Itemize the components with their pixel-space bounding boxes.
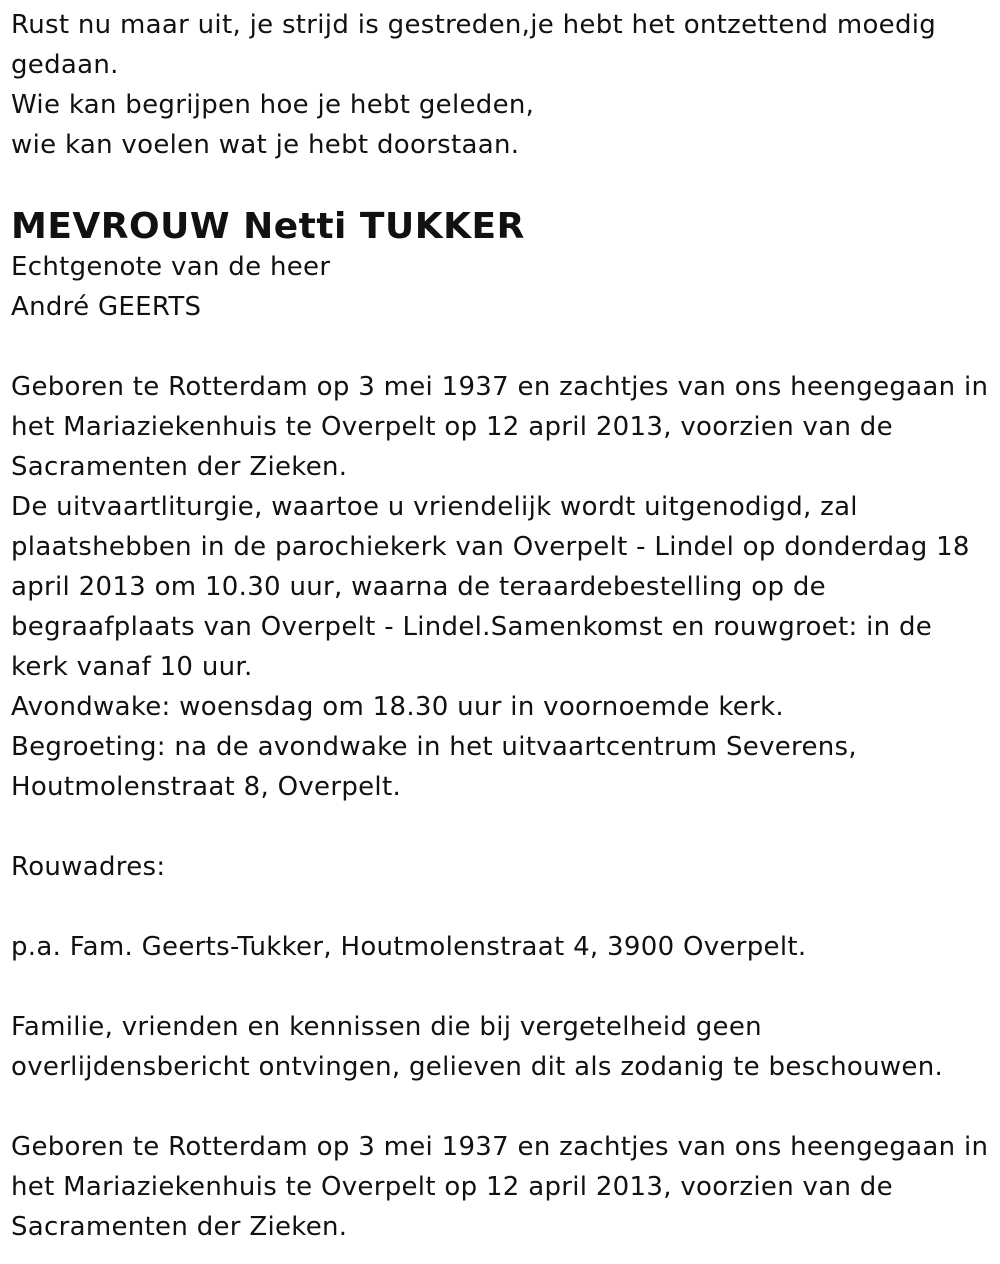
notice-line: overlijdensbericht ontvingen, gelieven dit als zodanig te beschouwen. bbox=[11, 1052, 944, 1082]
announcement-line: april 2013 om 10.30 uur, waarna de teraardebestelling op de bbox=[11, 572, 826, 602]
spacer bbox=[11, 327, 991, 367]
poem-line: gedaan. bbox=[11, 50, 119, 80]
announcement-line: Sacramenten der Zieken. bbox=[11, 452, 348, 482]
spacer bbox=[11, 887, 991, 927]
notice-block bbox=[11, 1007, 991, 1087]
deceased-name: MEVROUW Netti TUKKER bbox=[11, 206, 525, 247]
repeat-line: Sacramenten der Zieken. bbox=[11, 1212, 348, 1242]
notice-line: Familie, vrienden en kennissen die bij vergetelheid geen bbox=[11, 1012, 762, 1042]
poem bbox=[11, 5, 991, 165]
announcement-block bbox=[11, 367, 991, 807]
spacer bbox=[11, 807, 991, 847]
announcement-line: plaatshebben in de parochiekerk van Overpelt - Lindel op donderdag 18 bbox=[11, 532, 970, 562]
spacer bbox=[11, 1087, 991, 1127]
spouse-block bbox=[11, 247, 991, 327]
repeat-block bbox=[11, 1127, 991, 1247]
announcement-line: kerk vanaf 10 uur. bbox=[11, 652, 253, 682]
poem-line: wie kan voelen wat je hebt doorstaan. bbox=[11, 130, 520, 160]
poem-line: Wie kan begrijpen hoe je hebt geleden, bbox=[11, 90, 535, 120]
announcement-line: Begroeting: na de avondwake in het uitvaartcentrum Severens, bbox=[11, 732, 857, 762]
announcement-line: het Mariaziekenhuis te Overpelt op 12 april 2013, voorzien van de bbox=[11, 412, 893, 442]
repeat-line: Geboren te Rotterdam op 3 mei 1937 en zachtjes van ons heengegaan in bbox=[11, 1132, 989, 1162]
announcement-line: begraafplaats van Overpelt - Lindel.Samenkomst en rouwgroet: in de bbox=[11, 612, 933, 642]
spouse-line: André GEERTS bbox=[11, 292, 202, 322]
spouse-line: Echtgenote van de heer bbox=[11, 252, 331, 282]
announcement-line: Avondwake: woensdag om 18.30 uur in voornoemde kerk. bbox=[11, 692, 785, 722]
poem-line: Rust nu maar uit, je strijd is gestreden,je hebt het ontzettend moedig bbox=[11, 10, 937, 40]
announcement-line: De uitvaartliturgie, waartoe u vriendelijk wordt uitgenodigd, zal bbox=[11, 492, 858, 522]
spacer bbox=[11, 967, 991, 1007]
announcement-line: Houtmolenstraat 8, Overpelt. bbox=[11, 772, 402, 802]
announcement-line: Geboren te Rotterdam op 3 mei 1937 en zachtjes van ons heengegaan in bbox=[11, 372, 989, 402]
repeat-line: het Mariaziekenhuis te Overpelt op 12 april 2013, voorzien van de bbox=[11, 1172, 893, 1202]
spacer bbox=[11, 165, 991, 207]
address-value: p.a. Fam. Geerts-Tukker, Houtmolenstraat 4, 3900 Overpelt. bbox=[11, 932, 807, 962]
address-label: Rouwadres: bbox=[11, 852, 166, 882]
obituary-document bbox=[11, 5, 991, 1247]
